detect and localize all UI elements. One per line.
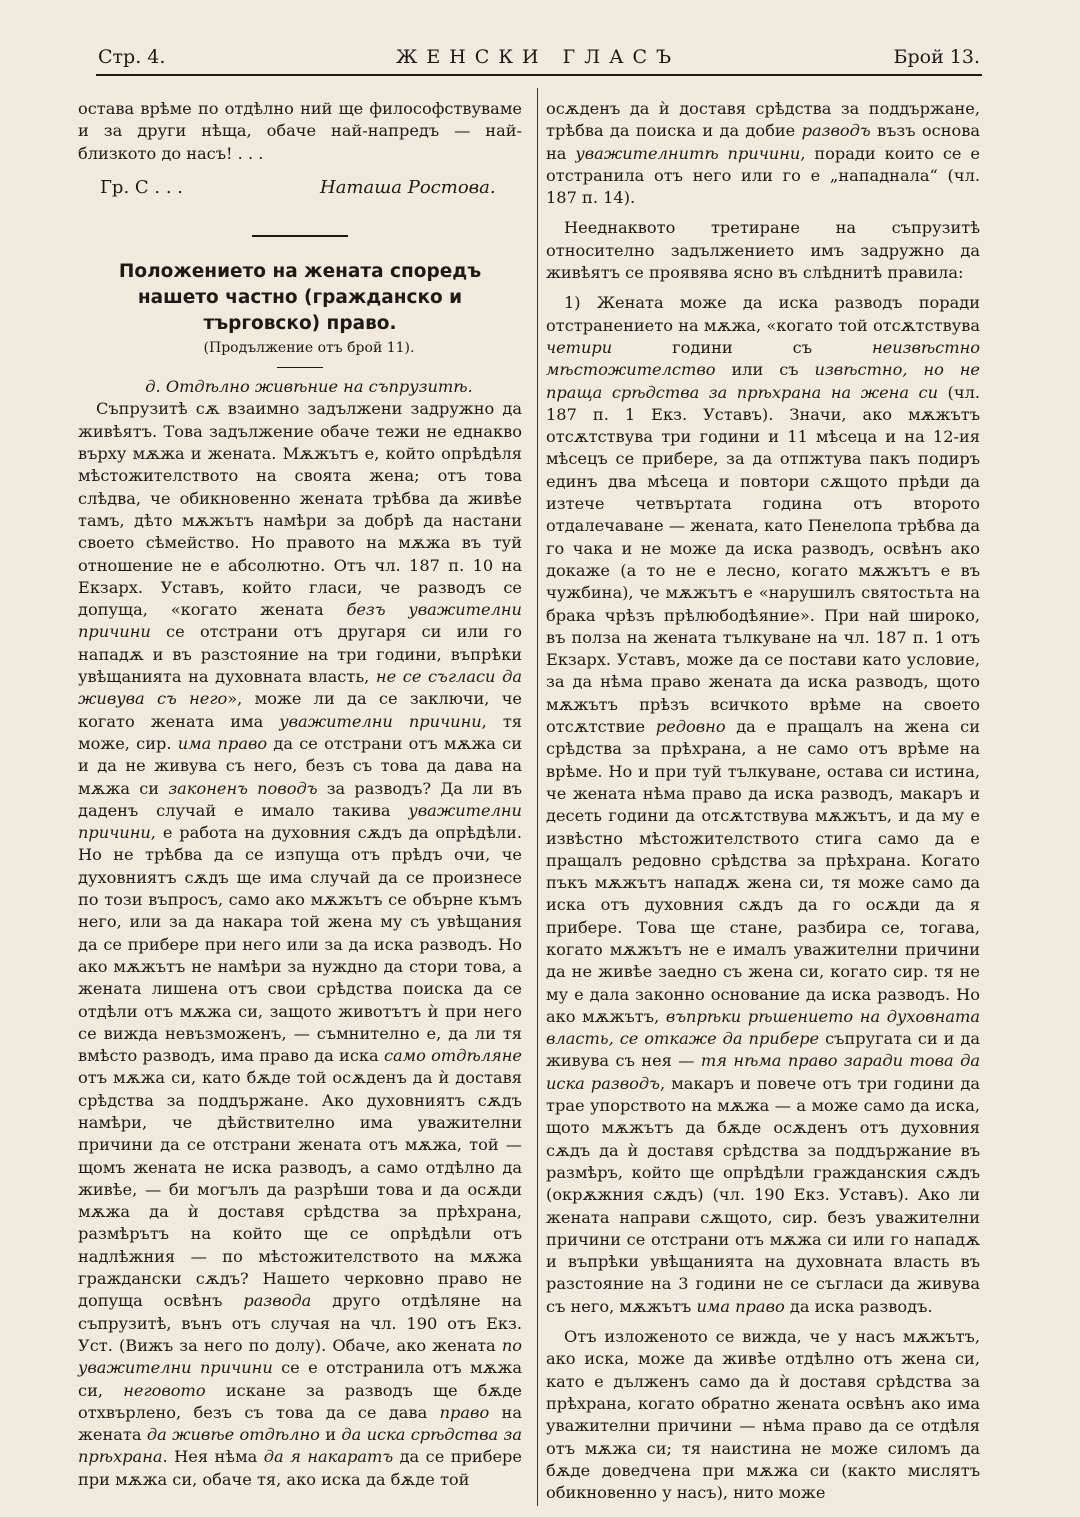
body-text: да иска разводъ. — [784, 1296, 933, 1316]
article-separator — [252, 235, 348, 237]
emphasis-text: уважителни причини — [78, 800, 522, 843]
body-text: , поради които се е отстранила отъ него или го е „нападнала“ (чл. 187 п. 14). — [546, 143, 980, 208]
body-text: осѫденъ да ѝ доставя срѣдства за поддържане, трѣбва да поиска и да добие — [546, 99, 980, 141]
body-text: отъ мѫжа си, като бѫде той осѫденъ да ѝ доставя срѣдства за поддържане. Ако духовниятъ сѫдъ намѣри, че дѣйствително има уважителни причини да се отстрани жената отъ мѫжа, той — щомъ жената не иска разводъ, а само отдѣлно да живѣе, — би могълъ да разрѣши това и да осѫди мѫжа да ѝ доставя срѣдства за прѣхрана, размѣрътъ на който ще се опрѣдѣли отъ надлѣжния — по мѣстожителството на мѫжа граждански сѫдъ? Нашето черковно право не допуща освѣнъ — [78, 1068, 522, 1311]
emphasis-text: право — [439, 1402, 490, 1422]
right-body-text — [546, 98, 980, 1504]
section-heading: д. Отдѣлно живѣние на съпрузитѣ. — [145, 377, 473, 397]
emphasis-text: по уважителни причини — [78, 1335, 522, 1378]
right-body-paragraph — [546, 98, 980, 209]
body-text: Отъ изложеното се вижда, че у насъ мѫжътъ, ако иска, може да живѣе отдѣлно отъ жена си, като е дълженъ само да ѝ доставя срѣдства за прѣхрана, когато обратно жената освѣнъ ако има уважителни причини — нѣма право да се отдѣля отъ мѫжа си; тя наистина не може силомъ да бѫде доведчена при мѫжа си (както мислятъ обикновенно у насъ), нито може — [546, 1327, 980, 1503]
body-text: . Нея нѣма — [162, 1447, 264, 1467]
intro-paragraph: остава врѣме по отдѣлно ний ще философствуваме и за други нѣща, обаче най-напредъ — най-близкото до насъ! . . . — [78, 99, 522, 163]
body-text: , е работа на духовния сѫдъ да опрѣдѣли. Но не трѣбва да се изпуща отъ прѣдъ очи, че духовниятъ сѫдъ ще има случай да се произнесе по този въпросъ, само ако мѫжътъ се обърне къмъ него, или за да накара той жена му съ увѣщания да се прибере при него или за да иска разводъ. Но ако мѫжътъ не намѣри за нуждно да стори това, а жената лишена отъ свои срѣдства поиска да се отдѣли отъ мѫжа си, защото животътъ ѝ при него се вижда невъзможенъ, — съмнително е, да ли тя вмѣсто разводъ, има право да иска — [78, 823, 522, 1066]
emphasis-text: неговото — [123, 1380, 206, 1400]
body-text: или съ — [715, 360, 815, 380]
emphasis-text: само отдѣляне — [383, 1046, 523, 1066]
body-text: 1) Жената може да иска разводъ поради отстранението на мѫжа, «когато той отсѫтствува — [546, 293, 980, 335]
emphasis-text: законенъ поводъ — [168, 778, 318, 798]
signature-line — [78, 177, 522, 205]
body-text: Съпрузитѣ сѫ взаимно задължени задружно да живѣятъ. Това задължение обаче тежи не еднакво върху мѫжа и жената. Мѫжътъ е, който опрѣдѣля мѣстожителството на своята жена; отъ това слѣдва, че обикновенно жената трѣбва да живѣе тамъ, дѣто мѫжътъ намѣри за добрѣ да настани своето сѣмейство. Но правото на мѫжа въ туй отношение не е абсолютно. Отъ чл. 187 п. 10 на Екзарх. Уставъ, който гласи, че разводъ се допуща, «когато жената — [78, 399, 522, 620]
body-text: Нееднаквото третиране на съпрузитѣ относително задължението имъ задружно да живѣятъ се проявява ясно въ слѣднитѣ правила: — [546, 218, 980, 283]
emphasis-text: уважителнитѣ причини — [575, 143, 801, 163]
emphasis-text: има право — [696, 1296, 785, 1316]
body-text: възъ основа на — [546, 121, 980, 163]
right-column — [546, 98, 980, 1504]
body-text: и — [319, 1425, 342, 1445]
body-text: да се отстрани отъ мѫжа си и да не живува съ него, безъ съ това да дава на мѫжа си — [78, 733, 523, 798]
emphasis-text: неизвѣстно мѣстожителство — [546, 337, 980, 380]
emphasis-text: уважителни причини — [279, 711, 482, 731]
body-text: , макаръ и повече отъ три години да трае упорството на мѫжа — а може само да иска, щото мѫжътъ да бѫде осѫденъ отъ духовния сѫдъ да ѝ доставя срѣдства за поддържание въ размѣръ, който ще опрѣдѣли гражданския сѫдъ (окрѫжния сѫдъ) (чл. 190 Екз. Уставъ). Ако ли жената направи сѫщото, сир. безъ уважителни причини се отстрани отъ мѫжа си или го нападѫ и въпрѣки увѣщанията на духовната власть въ разстояние на 3 години не се съгласи да живува съ него, мѫжътъ — [546, 1073, 981, 1316]
body-text: за разводъ? Да ли въ даденъ случай е имало такива — [78, 778, 522, 820]
emphasis-text: четири — [546, 337, 613, 357]
right-body-paragraph — [546, 292, 980, 1318]
body-text: да е пращалъ на жена си срѣдства за прѣхрана, а не само отъ врѣме на врѣме. Но и при туй тълкуване, остава си истина, че жената нѣма право да иска разводъ, макаръ и десеть години да отсѫтствува мѫжътъ, и да му е извѣстно мѣстожителството стига само да е пращалъ редовно срѣдства за прѣхрана. Когато пъкъ мѫжътъ нападѫ жена си, тя може само да иска отъ духовния сѫдъ да го осѫди да я прибере. Това ще стане, разбира се, тогава, когато мѫжътъ не е ималъ уважителни причини да не живѣе заедно съ жена си, когато сир. тя не му е дала законно основание да иска разводъ. Но ако мѫжътъ, — [546, 717, 980, 1026]
emphasis-text: разводъ — [801, 121, 871, 141]
body-text: се е отстранила отъ мѫжа си, — [78, 1358, 522, 1400]
body-text: години съ — [612, 337, 872, 357]
right-body-paragraph — [546, 1326, 980, 1504]
page-header — [96, 40, 982, 76]
emphasis-text: въпрѣки рѣшението на духовната власть, се откаже да прибере — [546, 1006, 980, 1049]
column-divider — [537, 88, 538, 1506]
signature-place: Гр. С . . . — [100, 176, 183, 198]
body-text: съпругата си и да живува съ нея — — [546, 1029, 980, 1071]
left-column — [78, 98, 522, 1491]
emphasis-text: има право — [177, 733, 268, 753]
article-title: Положението на жената споредъ нашето частно (гражданско и търговско) право. — [118, 260, 482, 334]
subtitle-rule — [277, 367, 323, 368]
body-text: (чл. 187 п. 1 Екз. Уставъ). Значи, ако мѫжътъ отсѫтствува три години и 11 мѣсеца и на 12-ия мѣсецъ се прибере, за да отпжтува пакъ подиръ единъ два мѣсеца и повтори сѫщото прѣди да изтече четвъртата година отъ второто отдалечаване — жената, като Пенелопа трѣбва да го чака и не може да иска разводъ, освѣнъ ако докаже (а то не е лесно, когато мѫжътъ е въ чужбина), че мѫжътъ е «нарушилъ святостьта на брака чрѣзъ прѣлюбодѣяние». При най широко, въ полза на жената тълкуване на чл. 187 п. 1 отъ Екзарх. Уставъ, може да се постави като условие, за да нѣма право жената да иска разводъ, щото мѫжътъ прѣзъ всичкото врѣме на своето отсѫтствие — [546, 382, 981, 737]
signature-name: Наташа Ростова. — [320, 176, 496, 198]
emphasis-text: развода — [243, 1291, 312, 1311]
body-text: , тя може, сир. — [78, 711, 522, 753]
emphasis-text: безъ уважителни причини — [78, 600, 522, 642]
journal-title: ЖЕНСКИ ГЛАСЪ — [396, 46, 681, 68]
emphasis-text: редовно — [655, 717, 726, 737]
emphasis-text: не се съгласи да живува съ него — [78, 667, 522, 709]
body-text: се отстрани отъ другаря си или го нападѫ и въ разстояние на три години, въпрѣки увѣщанията на духовната власть, — [78, 622, 522, 687]
right-body-paragraph — [546, 217, 980, 284]
left-body-paragraph — [78, 398, 522, 1491]
body-text: на жената — [78, 1402, 522, 1445]
body-text: да се прибере при мѫжа си, обаче тя, ако иска да бѫде той — [78, 1447, 522, 1489]
page-number: Стр. 4. — [98, 46, 166, 68]
emphasis-text: да я накаратъ — [263, 1447, 394, 1467]
body-text: друго отдѣляне на съпрузитѣ, вънъ отъ случая на чл. 190 отъ Екз. Уст. (Вижъ за него по долу). Обаче, ако жената — [78, 1291, 522, 1355]
body-text: искане за разводъ ще бѫде отхвърлено, безъ съ това да се дава — [78, 1380, 522, 1422]
emphasis-text: тя нѣма право заради това да иска разводъ — [546, 1051, 980, 1093]
body-text: », може ли да се заключи, че когато жената има — [78, 689, 522, 731]
emphasis-text: да живѣе отдѣлно — [146, 1425, 320, 1445]
left-body-text — [78, 398, 522, 1491]
issue-number: Брой 13. — [893, 46, 980, 68]
emphasis-text: извѣстно, но не праща срѣдства за прѣхрана на жена си — [546, 360, 980, 402]
emphasis-text: да иска срѣдства за прѣхрана — [78, 1425, 522, 1467]
article-subtitle: (Продължение отъ брой 11). — [203, 339, 415, 356]
